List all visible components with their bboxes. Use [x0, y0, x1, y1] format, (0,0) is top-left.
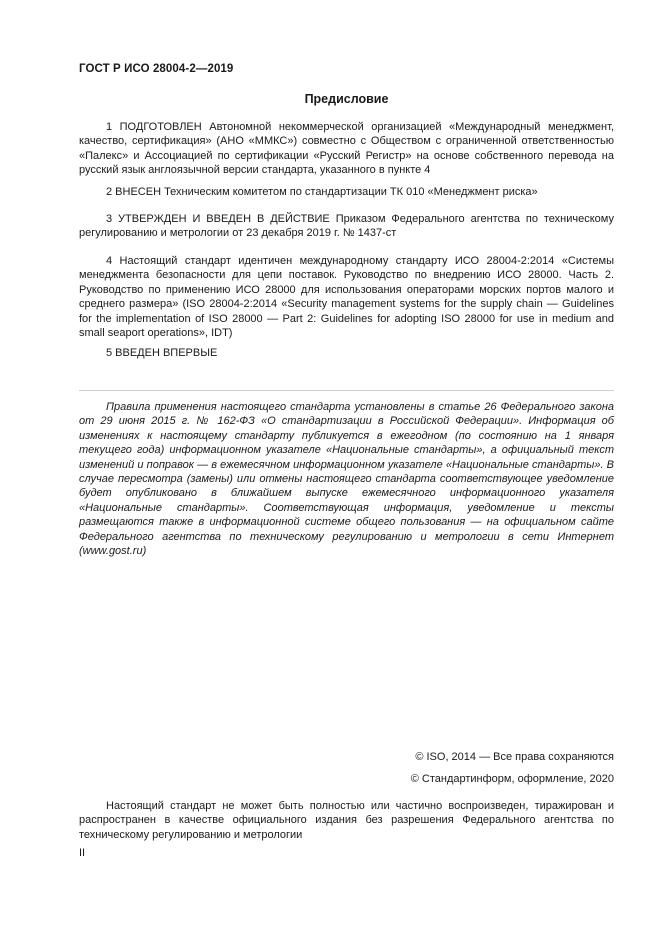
- application-rules-notice: Правила применения настоящего стандарта установлены в статье 26 Федерального закона от 29 июня 2015 г. № 162-ФЗ «О стандартизации в Российской Федерации». Информация об изменениях к настоящему стандарту публикуется в ежегодном (по состоянию на 1 января текущего года) информационном указателе «Национальные стандарты», а официальный текст изменений и поправок — в ежемесячном информационном указателе «Национальные стандарты». В случае пересмотра (замены) или отмены настоящего стандарта соответствующее уведомление будет опубликовано в ближайшем выпуске ежемесячного информационного указателя «Национальные стандарты». Соответствующая информация, уведомление и тексты размещаются также в информационной системе общего пользования — на официальном сайте Федерального агентства по техническому регулированию и метрологии в сети Интернет (www.gost.ru): [79, 401, 614, 558]
- section-divider: [79, 390, 614, 391]
- reproduction-notice: Настоящий стандарт не может быть полностью или частично воспроизведен, тиражирован и распространен в качестве официального издания без разрешения Федерального агентства по техническому регулированию и метрологии: [79, 800, 614, 841]
- paragraph-prepared-by: 1 ПОДГОТОВЛЕН Автономной некоммерческой организацией «Международный менеджмент, качество, сертификация» (АНО «ММКС») совместно с Обществом с ограниченной ответственностью «Палекс» и Ассоциацией по сертификации «Русский Регистр» на основе собственного перевода на русский язык англоязычной версии стандарта, указанного в пункте 4: [79, 121, 614, 177]
- standard-code-header: ГОСТ Р ИСО 28004-2—2019: [79, 63, 234, 75]
- page-number: II: [79, 847, 86, 859]
- paragraph-introduced-by: 2 ВНЕСЕН Техническим комитетом по стандартизации ТК 010 «Менеджмент риска»: [106, 186, 538, 198]
- paragraph-introduced-first: 5 ВВЕДЕН ВПЕРВЫЕ: [106, 347, 218, 359]
- copyright-iso: © ISO, 2014 — Все права сохраняются: [415, 751, 614, 763]
- copyright-standartinform: © Стандартинформ, оформление, 2020: [410, 773, 614, 785]
- page-title: Предисловие: [304, 92, 389, 106]
- paragraph-approved: 3 УТВЕРЖДЕН И ВВЕДЕН В ДЕЙСТВИЕ Приказом Федерального агентства по техническому регулированию и метрологии от 23 декабря 2019 г. № 1437-ст: [79, 213, 614, 240]
- paragraph-identical-standard: 4 Настоящий стандарт идентичен международному стандарту ИСО 28004-2:2014 «Системы менеджмента безопасности для цепи поставок. Руководство по внедрению ИСО 28000. Часть 2. Руководство по применению ИСО 28000 для использования операторами морских портов малого и среднего размера» (ISO 28004-2:2014 «Security management systems for the supply chain — Guidelines for the implementation of ISO 28000 — Part 2: Guidelines for adopting ISO 28000 for use in medium and small seaport operations», IDT): [79, 255, 614, 340]
